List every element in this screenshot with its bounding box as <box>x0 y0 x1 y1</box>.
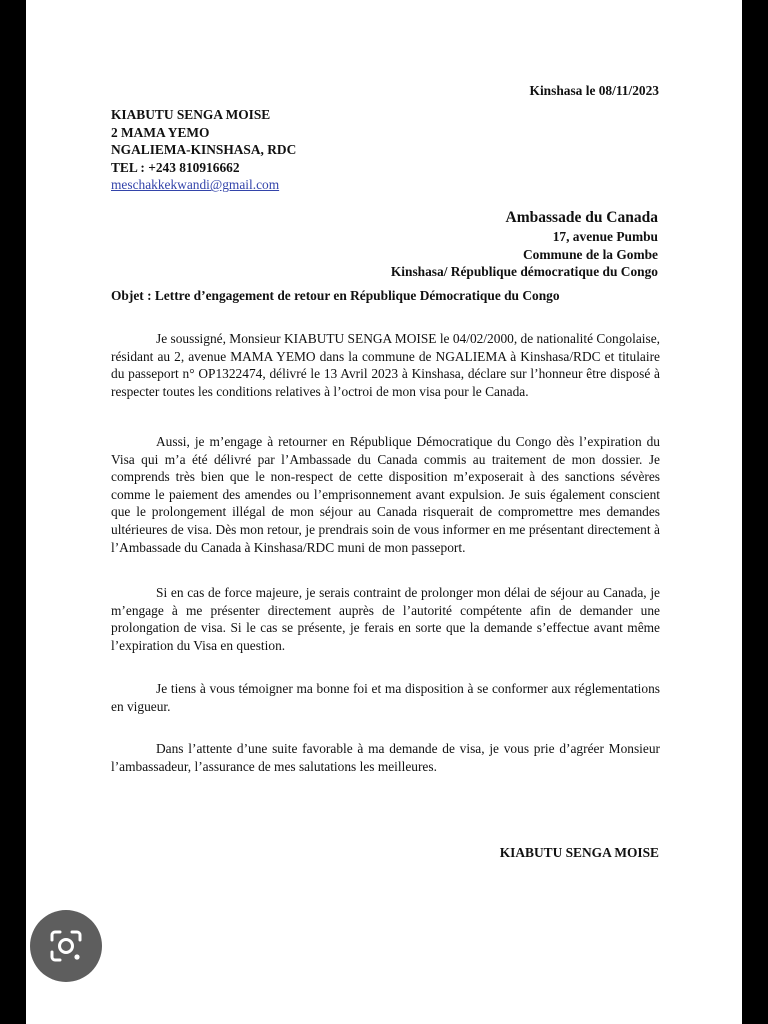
recipient-block <box>391 208 658 281</box>
sender-address-1: 2 MAMA YEMO <box>111 124 210 140</box>
google-lens-button[interactable] <box>30 910 102 982</box>
letter-date: Kinshasa le 08/11/2023 <box>529 83 659 98</box>
letter-subject: Objet : Lettre d’engagement de retour en République Démocratique du Congo <box>111 288 560 303</box>
body-paragraph-3: Si en cas de force majeure, je serais contraint de prolonger mon délai de séjour au Canada, je m’engage à me présenter directement auprès de l’autorité compétente afin de demander une prolongation de visa. Si le cas se présente, je ferais en sorte que la demande s’effectue avant même l’expiration du Visa en question. <box>111 585 660 653</box>
recipient-line-3: Commune de la Gombe <box>522 246 658 262</box>
recipient-line-2: 17, avenue Pumbu <box>552 229 658 244</box>
body-paragraph-1: Je soussigné, Monsieur KIABUTU SENGA MOISE le 04/02/2000, de nationalité Congolaise, résidant au 2, avenue MAMA YEMO dans la commune de NGALIEMA à Kinshasa/RDC et titulaire du passeport n° OP1322474, délivré le 13 Avril 2023 à Kinshasa, déclare sur l’honneur être disposé à respecter toutes les conditions relatives à l’octroi de mon visa pour le Canada. <box>111 331 660 399</box>
sender-phone: TEL : +243 810916662 <box>111 159 240 175</box>
sender-email-link[interactable]: meschakkekwandi@gmail.com <box>111 177 280 193</box>
sender-block <box>111 106 296 194</box>
recipient-line-1: Ambassade du Canada <box>505 209 658 226</box>
sender-name: KIABUTU SENGA MOISE <box>111 107 271 122</box>
recipient-line-4: Kinshasa/ République démocratique du Congo <box>390 264 658 280</box>
body-paragraph-4: Je tiens à vous témoigner ma bonne foi et ma disposition à se conformer aux réglementations en vigueur. <box>111 681 660 714</box>
google-lens-icon <box>46 926 86 966</box>
body-paragraph-2: Aussi, je m’engage à retourner en République Démocratique du Congo dès l’expiration du Visa qui m’a été délivré par l’Ambassade du Canada commis au traitement de mon dossier. Je comprends très bien que le non-respect de cette disposition m’exposerait à des sanctions sévères comme le paiement des amendes ou l’emprisonnement avant expulsion. Je suis également conscient que le prolongement illégal de mon séjour au Canada risquerait de compromettre mes demandes ultérieures de visa. Dès mon retour, je prendrais soin de vous informer en me présentant directement à l’Ambassade du Canada à Kinshasa/RDC muni de mon passeport. <box>111 434 660 555</box>
letter-page <box>26 0 742 1024</box>
body-paragraph-5: Dans l’attente d’une suite favorable à ma demande de visa, je vous prie d’agréer Monsieur l’ambassadeur, l’assurance de mes salutations les meilleures. <box>111 741 660 774</box>
signature-name: KIABUTU SENGA MOISE <box>499 845 659 860</box>
sender-address-2: NGALIEMA-KINSHASA, RDC <box>111 142 297 158</box>
